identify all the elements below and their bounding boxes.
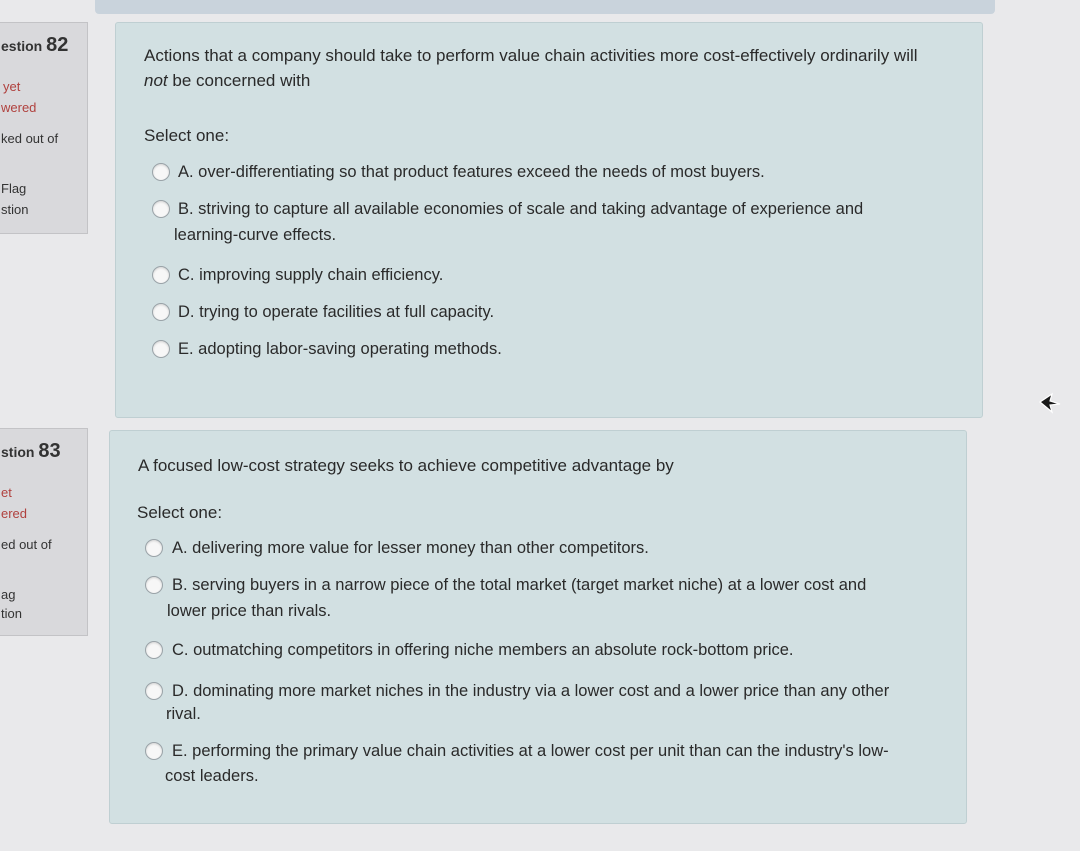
mouse-pointer-icon (1038, 392, 1062, 416)
radio-option-e[interactable] (152, 340, 170, 358)
flag-question-link[interactable]: ag (1, 587, 16, 602)
question-text-emphasis: not (144, 71, 168, 90)
question-number: 83 (38, 440, 61, 462)
question-info-panel-82 (0, 22, 88, 234)
option-b-continued[interactable]: lower price than rivals. (167, 602, 332, 620)
radio-option-b[interactable] (145, 576, 163, 594)
status-line-1: et (1, 485, 12, 500)
radio-option-d[interactable] (152, 303, 170, 321)
flag-question-link-2[interactable]: tion (1, 606, 22, 621)
flag-question-link[interactable]: Flag (1, 181, 27, 196)
radio-option-d[interactable] (145, 682, 163, 700)
marked-out-of: ed out of (1, 537, 52, 552)
top-bar (95, 0, 995, 14)
status-line-2: ered (1, 506, 28, 521)
question-text-part: be concerned with (167, 71, 311, 90)
question-info-panel-83 (0, 428, 88, 636)
radio-option-c[interactable] (145, 641, 163, 659)
option-c[interactable]: C. improving supply chain efficiency. (178, 266, 444, 284)
option-c[interactable]: C. outmatching competitors in offering niche members an absolute rock-bottom price. (172, 641, 794, 659)
option-d[interactable]: D. trying to operate facilities at full capacity. (178, 303, 495, 321)
option-e-continued[interactable]: cost leaders. (165, 767, 259, 785)
radio-option-a[interactable] (145, 539, 163, 557)
question-number-83 (1, 440, 61, 463)
option-b[interactable]: B. striving to capture all available economies of scale and taking advantage of experience and (178, 200, 864, 218)
status-line-1: yet (3, 79, 21, 94)
option-d[interactable]: D. dominating more market niches in the industry via a lower cost and a lower price than any other (172, 682, 890, 700)
question-number: 82 (46, 34, 69, 56)
radio-option-e[interactable] (145, 742, 163, 760)
question-card-82 (115, 22, 983, 418)
option-b[interactable]: B. serving buyers in a narrow piece of the total market (target market niche) at a lower cost and (172, 576, 867, 594)
question-card-83 (109, 430, 967, 824)
status-line-2: wered (1, 100, 37, 115)
question-label: stion (1, 444, 35, 460)
marked-out-of: ked out of (1, 131, 59, 146)
option-b-continued[interactable]: learning-curve effects. (174, 226, 337, 244)
option-e[interactable]: E. performing the primary value chain activities at a lower cost per unit than can the industry's low- (172, 742, 889, 760)
question-text-82 (144, 43, 974, 93)
option-a[interactable]: A. delivering more value for lesser money than other competitors. (172, 539, 649, 557)
question-number-82 (1, 34, 68, 57)
question-label: estion (1, 38, 43, 54)
option-e[interactable]: E. adopting labor-saving operating methods. (178, 340, 502, 358)
question-text-part: Actions that a company should take to perform value chain activities more cost-effectively ordinarily will (144, 46, 918, 65)
select-one-label: Select one: (137, 503, 223, 522)
radio-option-c[interactable] (152, 266, 170, 284)
option-d-continued[interactable]: rival. (166, 705, 201, 723)
radio-option-b[interactable] (152, 200, 170, 218)
option-a[interactable]: A. over-differentiating so that product features exceed the needs of most buyers. (178, 163, 765, 181)
select-one-label: Select one: (144, 126, 230, 145)
question-text-83: A focused low-cost strategy seeks to achieve competitive advantage by (138, 456, 674, 475)
radio-option-a[interactable] (152, 163, 170, 181)
flag-question-link-2[interactable]: stion (1, 202, 29, 217)
